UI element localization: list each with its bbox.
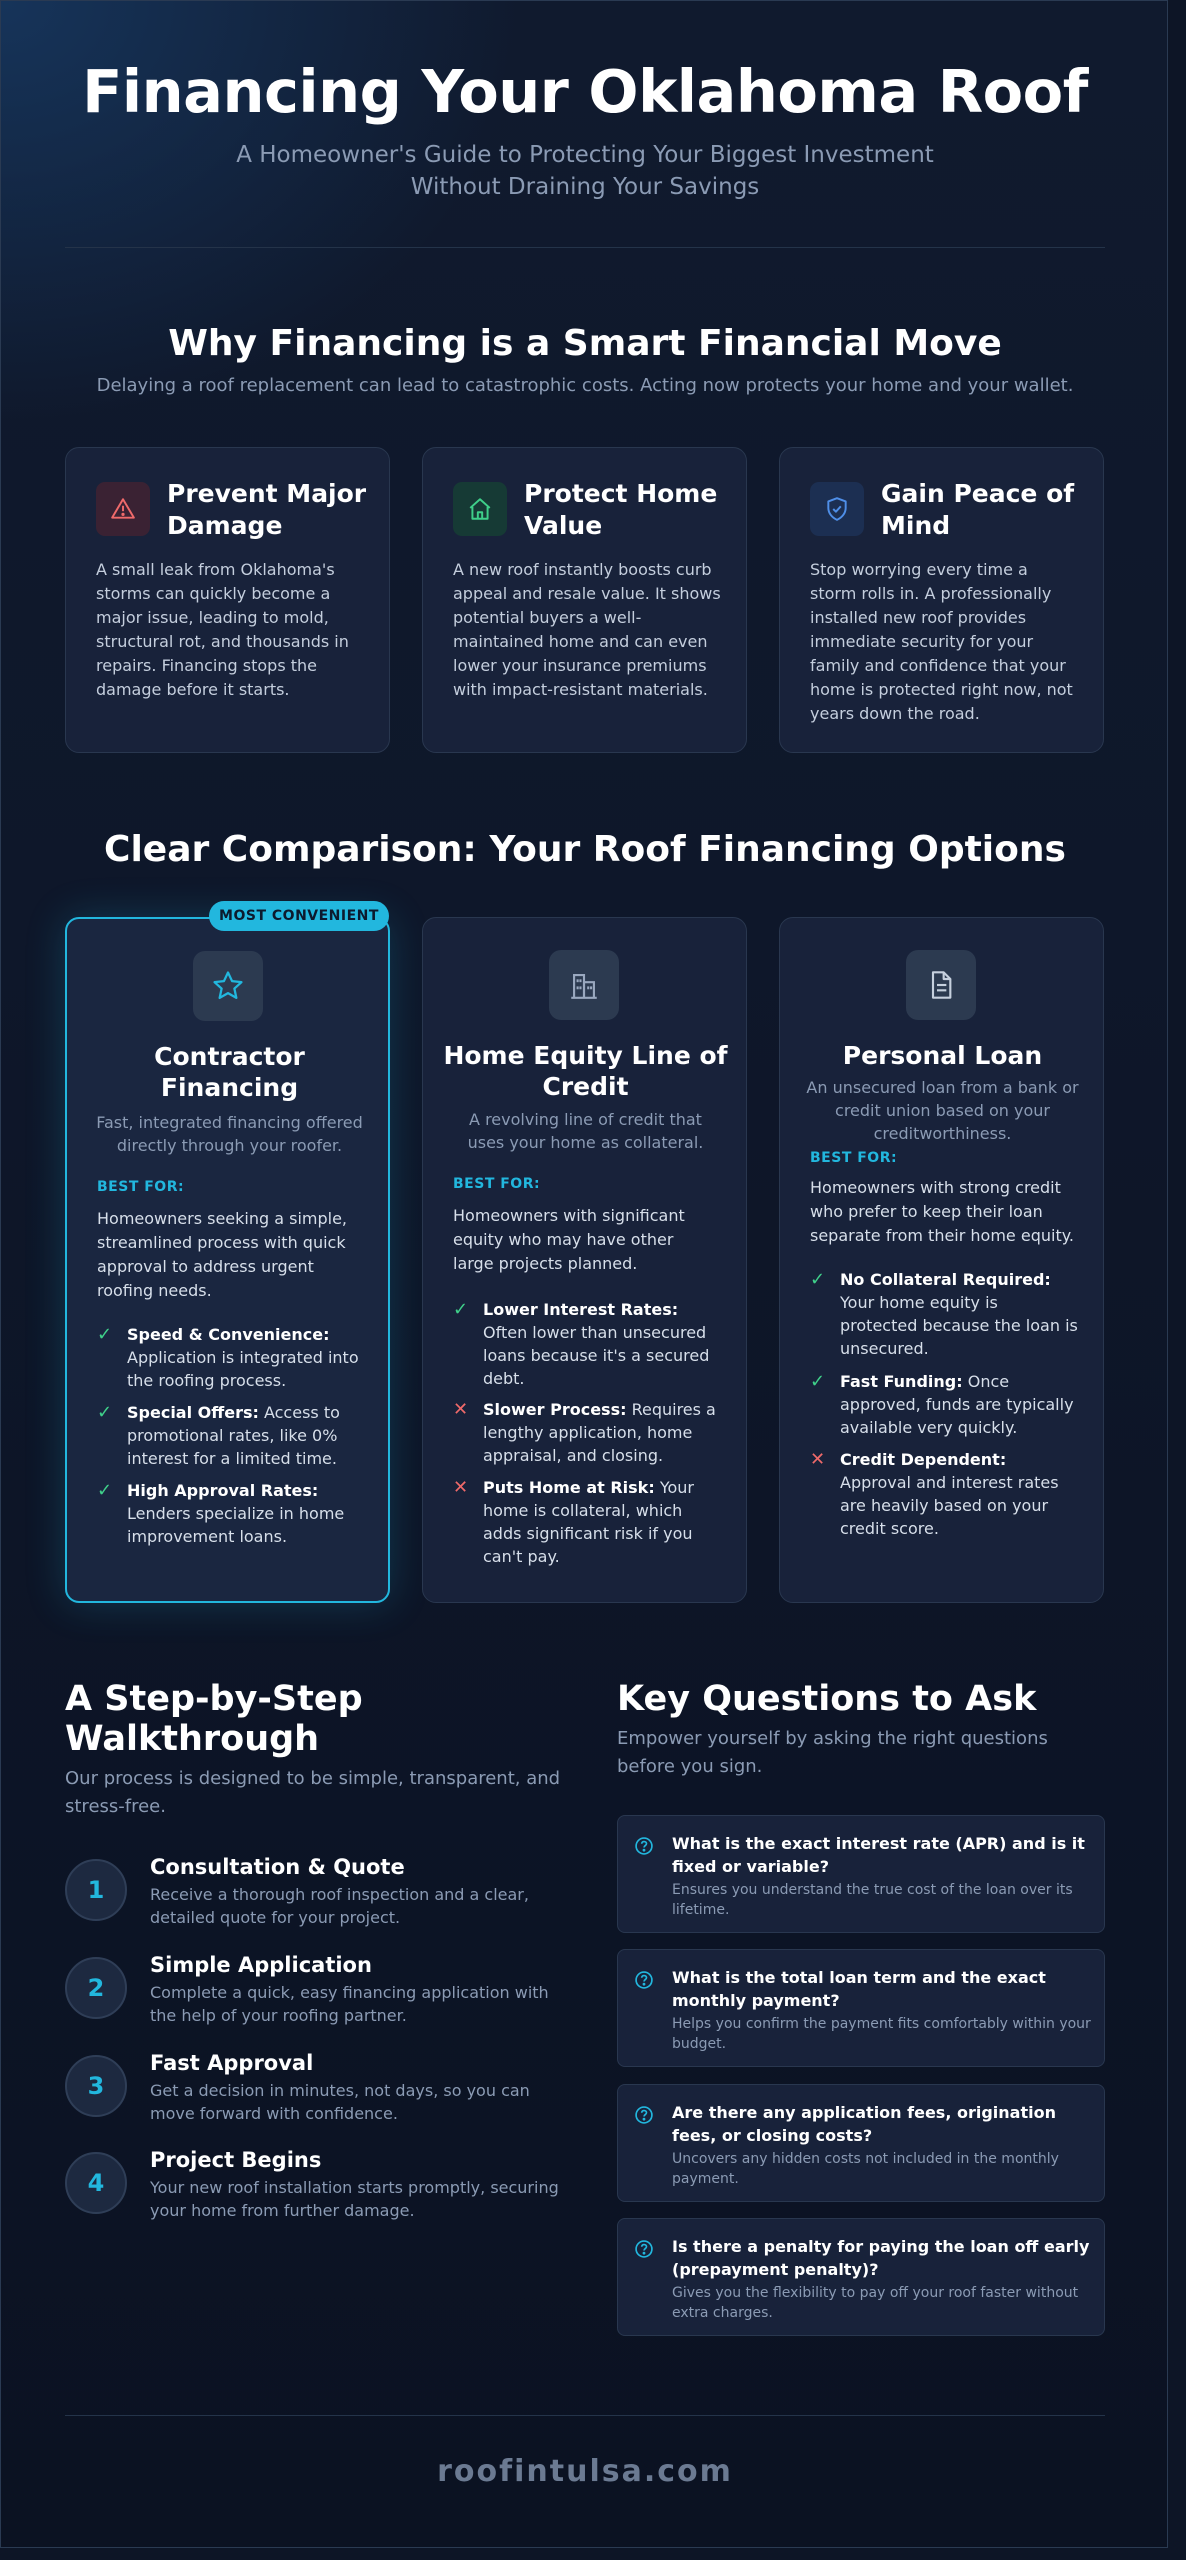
feature-label: Credit Dependent: <box>840 1450 1007 1469</box>
why-section-title: Why Financing is a Smart Financial Move <box>168 323 1002 364</box>
step-number: 4 <box>65 2152 127 2214</box>
divider <box>65 247 1105 248</box>
option-card-personal-loan <box>779 917 1104 1603</box>
question-icon <box>634 2105 654 2125</box>
check-icon: ✓ <box>810 1269 826 1290</box>
feature-text: Application is integrated into the roofing process. <box>127 1348 359 1390</box>
check-icon: ✓ <box>810 1371 826 1392</box>
best-for-label: BEST FOR: <box>453 1176 541 1192</box>
feature-item <box>97 1323 367 1392</box>
question-explanation: Uncovers any hidden costs not included in the monthly payment. <box>672 2151 1059 2187</box>
questions-title: Key Questions to Ask <box>617 1679 1037 1719</box>
why-card-damage <box>65 447 390 753</box>
feature-text: Access to promotional rates, like 0% interest for a limited time. <box>127 1403 340 1468</box>
option-description: A revolving line of credit that uses your home as collateral. <box>467 1110 704 1152</box>
best-for-label: BEST FOR: <box>97 1179 185 1195</box>
feature-label: Puts Home at Risk: <box>483 1478 655 1497</box>
feature-item <box>453 1476 723 1568</box>
step-title: Consultation & Quote <box>150 1855 405 1879</box>
x-icon: ✕ <box>810 1449 826 1470</box>
feature-label: Lower Interest Rates: <box>483 1300 679 1319</box>
step-title: Simple Application <box>150 1953 372 1977</box>
feature-label: High Approval Rates: <box>127 1481 319 1500</box>
why-card-text: A new roof instantly boosts curb appeal and resale value. It shows potential buyers a well-maintained home and can even lower your insurance premiums with impact-resistant materials. <box>453 560 721 699</box>
warning-icon <box>96 482 150 536</box>
why-card-text: A small leak from Oklahoma's storms can quickly become a major issue, leading to mold, structural rot, and thousands in repairs. Financing stops the damage before it starts. <box>96 560 349 699</box>
best-for-text: Homeowners with significant equity who may have other large projects planned. <box>453 1206 685 1273</box>
feature-label: Special Offers: <box>127 1403 259 1422</box>
most-convenient-badge: MOST CONVENIENT <box>209 901 389 931</box>
question-icon <box>634 1970 654 1990</box>
building-icon <box>549 950 619 1020</box>
check-icon: ✓ <box>453 1299 469 1320</box>
step-text: Complete a quick, easy financing application with the help of your roofing partner. <box>150 1983 549 2025</box>
feature-item <box>810 1370 1080 1439</box>
step-item <box>65 1855 565 1929</box>
step-item <box>65 2051 565 2125</box>
question-icon <box>634 1836 654 1856</box>
step-item <box>65 1953 565 2027</box>
feature-item <box>810 1448 1080 1540</box>
feature-item <box>453 1398 723 1467</box>
step-text: Your new roof installation starts promptly, securing your home from further damage. <box>150 2178 559 2220</box>
feature-text: Requires a lengthy application, home appraisal, and closing. <box>483 1400 716 1465</box>
question-explanation: Ensures you understand the true cost of the loan over its lifetime. <box>672 1882 1073 1918</box>
option-card-heloc <box>422 917 747 1603</box>
question-text: What is the total loan term and the exact monthly payment? <box>672 1968 1046 2010</box>
option-title: Contractor Financing <box>154 1042 305 1102</box>
feature-text: Once approved, funds are typically available very quickly. <box>840 1372 1074 1437</box>
step-title: Fast Approval <box>150 2051 314 2075</box>
feature-text: Lenders specialize in home improvement loans. <box>127 1504 345 1546</box>
best-for-text: Homeowners seeking a simple, streamlined process with quick approval to address urgent roofing needs. <box>97 1209 348 1300</box>
step-item <box>65 2148 565 2222</box>
shield-icon <box>810 482 864 536</box>
why-card-peace <box>779 447 1104 753</box>
best-for-text: Homeowners with strong credit who prefer to keep their loan separate from their home equity. <box>810 1178 1074 1245</box>
step-number: 1 <box>65 1859 127 1921</box>
best-for-label: BEST FOR: <box>810 1150 898 1166</box>
question-card <box>617 1949 1105 2067</box>
feature-label: Fast Funding: <box>840 1372 963 1391</box>
question-icon <box>634 2239 654 2259</box>
home-icon <box>453 482 507 536</box>
feature-label: Speed & Convenience: <box>127 1325 330 1344</box>
option-description: An unsecured loan from a bank or credit union based on your creditworthiness. <box>806 1078 1079 1143</box>
page-title: Financing Your Oklahoma Roof <box>82 57 1088 126</box>
question-text: Is there a penalty for paying the loan off early (prepayment penalty)? <box>672 2237 1090 2279</box>
content-column <box>65 1 1105 2548</box>
document-icon <box>906 950 976 1020</box>
option-title: Personal Loan <box>842 1041 1043 1070</box>
feature-text: Your home equity is protected because the loan is unsecured. <box>840 1293 1078 1358</box>
question-card <box>617 1815 1105 1933</box>
feature-item <box>453 1298 723 1390</box>
star-icon <box>193 951 263 1021</box>
question-text: Are there any application fees, origination fees, or closing costs? <box>672 2103 1056 2145</box>
why-card-title: Gain Peace of Mind <box>881 479 1075 540</box>
feature-label: Slower Process: <box>483 1400 627 1419</box>
feature-text: Often lower than unsecured loans because it's a secured debt. <box>483 1323 710 1388</box>
step-number: 3 <box>65 2055 127 2117</box>
step-title: Project Begins <box>150 2148 322 2172</box>
step-text: Receive a thorough roof inspection and a clear, detailed quote for your project. <box>150 1885 529 1927</box>
step-text: Get a decision in minutes, not days, so you can move forward with confidence. <box>150 2081 530 2123</box>
x-icon: ✕ <box>453 1477 469 1498</box>
check-icon: ✓ <box>97 1324 113 1345</box>
feature-label: No Collateral Required: <box>840 1270 1051 1289</box>
why-section-subtitle: Delaying a roof replacement can lead to catastrophic costs. Acting now protects your home and your wallet. <box>96 375 1074 396</box>
option-description: Fast, integrated financing offered directly through your roofer. <box>96 1113 363 1155</box>
question-card <box>617 2218 1105 2336</box>
check-icon: ✓ <box>97 1480 113 1501</box>
footer-divider <box>65 2415 1105 2416</box>
footer-site-link[interactable]: roofintulsa.com <box>437 2454 733 2489</box>
options-section-title: Clear Comparison: Your Roof Financing Options <box>104 829 1066 870</box>
question-explanation: Gives you the flexibility to pay off your roof faster without extra charges. <box>672 2285 1079 2321</box>
feature-text: Approval and interest rates are heavily based on your credit score. <box>840 1473 1059 1538</box>
question-card <box>617 2084 1105 2202</box>
feature-item <box>97 1401 367 1470</box>
why-card-title: Protect Home Value <box>524 479 718 540</box>
questions-subtitle: Empower yourself by asking the right questions before you sign. <box>617 1728 1048 1777</box>
feature-item <box>97 1479 367 1548</box>
feature-text: Your home is collateral, which adds significant risk if you can't pay. <box>483 1478 694 1566</box>
question-text: What is the exact interest rate (APR) and is it fixed or variable? <box>672 1834 1085 1876</box>
why-card-value <box>422 447 747 753</box>
feature-item <box>810 1268 1080 1360</box>
steps-subtitle: Our process is designed to be simple, transparent, and stress-free. <box>65 1768 561 1817</box>
option-title: Home Equity Line of Credit <box>443 1041 728 1101</box>
steps-title: A Step-by-Step Walkthrough <box>65 1679 363 1759</box>
why-card-title: Prevent Major Damage <box>167 479 367 540</box>
check-icon: ✓ <box>97 1402 113 1423</box>
question-explanation: Helps you confirm the payment fits comfortably within your budget. <box>672 2016 1091 2052</box>
option-card-contractor <box>65 917 390 1603</box>
x-icon: ✕ <box>453 1399 469 1420</box>
why-card-text: Stop worrying every time a storm rolls in. A professionally installed new roof provides immediate security for your family and confidence that your home is protected right now, not years down the road. <box>810 560 1073 723</box>
page-subtitle: A Homeowner's Guide to Protecting Your Biggest Investment Without Draining Your Savings <box>236 142 934 200</box>
step-number: 2 <box>65 1957 127 2019</box>
